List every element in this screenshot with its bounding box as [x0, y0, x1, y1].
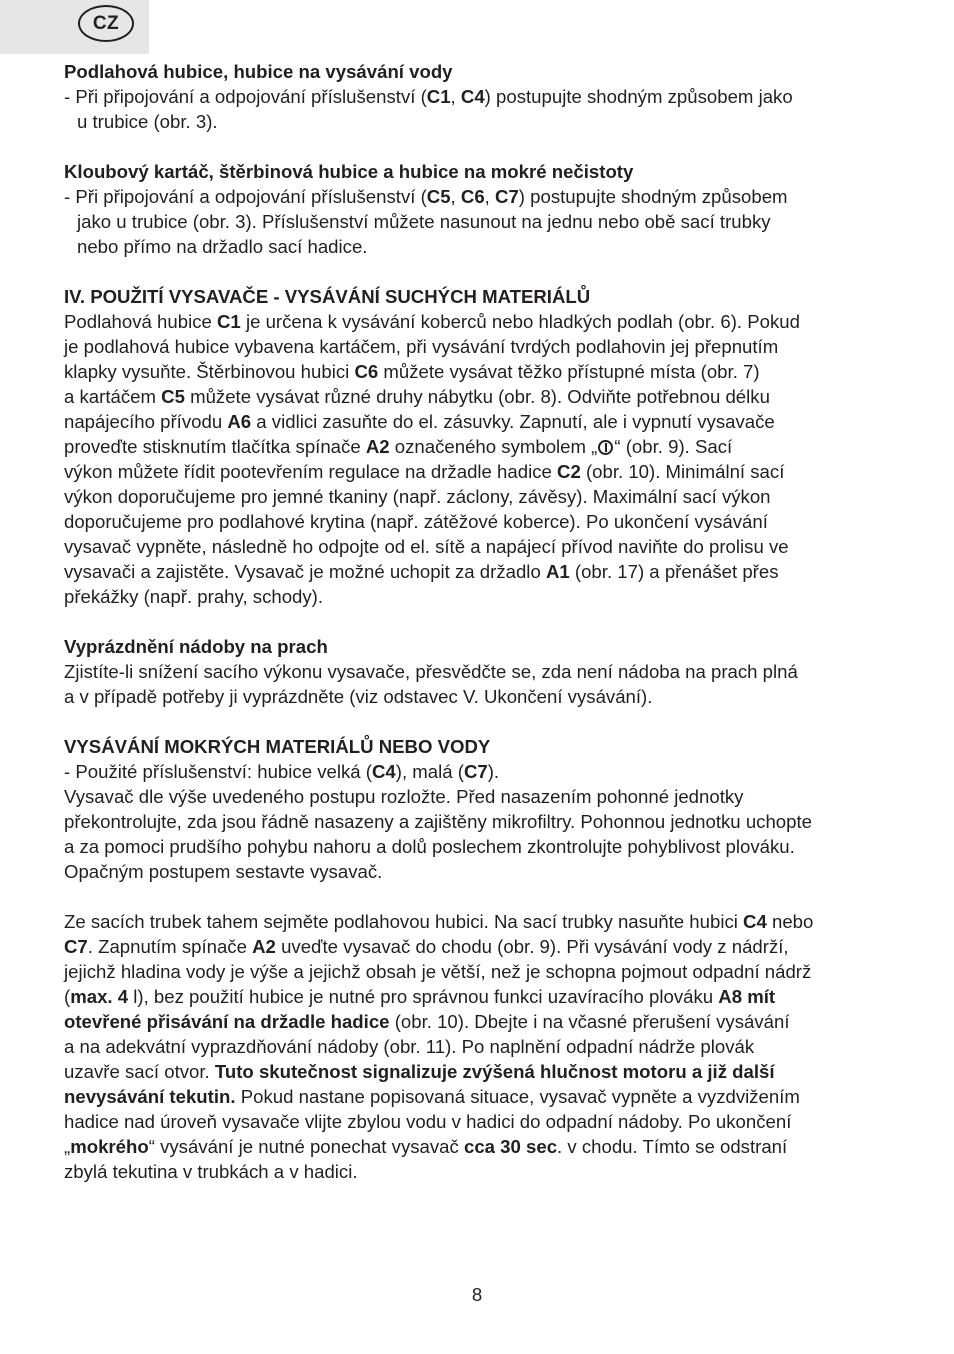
paragraph-line: výkon doporučujeme pro jemné tkaniny (např. záclony, závěsy). Maximální sací výkon: [64, 486, 771, 507]
paragraph-line: Zjistíte-li snížení sacího výkonu vysavače, přesvědčte se, zda není nádoba na prach plná: [64, 661, 798, 682]
paragraph-line: - Použité příslušenství: hubice velká (C4), malá (C7).: [64, 761, 500, 782]
paragraph-line: hadice nad úroveň vysavače vlijte zbylou vodu v hadici do odpadní nádoby. Po ukončení: [64, 1111, 792, 1132]
paragraph-line: (max. 4 l), bez použití hubice je nutné pro správnou funkci uzavíracího plováku A8 mít: [64, 986, 776, 1007]
section-heading-floor-nozzle: Podlahová hubice, hubice na vysávání vody: [64, 61, 453, 82]
paragraph-line: C7. Zapnutím spínače A2 uveďte vysavač do chodu (obr. 9). Při vysávání vody z nádrží,: [64, 936, 789, 957]
paragraph-line: Ze sacích trubek tahem sejměte podlahovou hubici. Na sací trubky nasuňte hubici C4 nebo: [64, 911, 814, 932]
paragraph-line: uzavře sací otvor. Tuto skutečnost signalizuje zvýšená hlučnost motoru a již další: [64, 1061, 775, 1082]
paragraph-line: a na adekvátní vyprazdňování nádoby (obr. 11). Po naplnění odpadní nádrže plovák: [64, 1036, 755, 1057]
paragraph-line: výkon můžete řídit pootevřením regulace na držadle hadice C2 (obr. 10). Minimální sací: [64, 461, 785, 482]
language-tab: [0, 0, 149, 54]
paragraph-line: napájecího přívodu A6 a vidlici zasuňte do el. zásuvky. Zapnutí, ale i vypnutí vysavače: [64, 411, 775, 432]
section-heading-dry-vacuuming: IV. POUŽITÍ VYSAVAČE - VYSÁVÁNÍ SUCHÝCH MATERIÁLŮ: [64, 286, 591, 307]
language-badge: CZ: [78, 5, 134, 42]
paragraph-line: je podlahová hubice vybavena kartáčem, při vysávání tvrdých podlahovin jej přepnutím: [64, 336, 779, 357]
paragraph-line: zbylá tekutina v trubkách a v hadici.: [64, 1161, 358, 1182]
paragraph-line: „mokrého“ vysávání je nutné ponechat vysavač cca 30 sec. v chodu. Tímto se odstraní: [64, 1136, 788, 1157]
paragraph-line: doporučujeme pro podlahové krytina (např. zátěžové koberce). Po ukončení vysávání: [64, 511, 768, 532]
paragraph-line: proveďte stisknutím tlačítka spínače A2 označeného symbolem „ “ (obr. 9). Sací: [64, 436, 733, 457]
paragraph-line: nevysávání tekutin. Pokud nastane popisovaná situace, vysavač vypněte a vyzdvižením: [64, 1086, 800, 1107]
paragraph-line: otevřené přisávání na držadle hadice (obr. 10). Dbejte i na včasné přerušení vysávání: [64, 1011, 790, 1032]
page-number: 8: [471, 1284, 483, 1305]
paragraph-line: klapky vysuňte. Štěrbinovou hubici C6 můžete vysávat těžko přístupné místa (obr. 7): [64, 361, 760, 382]
paragraph-line: Podlahová hubice C1 je určena k vysávání koberců nebo hladkých podlah (obr. 6). Pokud: [64, 311, 800, 332]
paragraph-line: u trubice (obr. 3).: [77, 111, 218, 132]
paragraph-line: vysavači a zajistěte. Vysavač je možné uchopit za držadlo A1 (obr. 17) a přenášet přes: [64, 561, 779, 582]
paragraph-line: překontrolujte, zda jsou řádně nasazeny a zajištěny mikrofiltry. Pohonnou jednotku uchopte: [64, 811, 812, 832]
paragraph-line: a kartáčem C5 můžete vysávat různé druhy nábytku (obr. 8). Odviňte potřebnou délku: [64, 386, 770, 407]
section-heading-wet-vacuuming: VYSÁVÁNÍ MOKRÝCH MATERIÁLŮ NEBO VODY: [64, 736, 491, 757]
power-icon: [598, 440, 613, 455]
manual-text: [64, 59, 894, 1184]
section-heading-empty-dust-container: Vyprázdnění nádoby na prach: [64, 636, 328, 657]
paragraph-line: jako u trubice (obr. 3). Příslušenství můžete nasunout na jednu nebo obě sací trubky: [77, 211, 771, 232]
paragraph-line: nebo přímo na držadlo sací hadice.: [77, 236, 368, 257]
paragraph-line: a za pomoci prudšího pohybu nahoru a dolů poslechem zkontrolujte pohyblivost plováku.: [64, 836, 795, 857]
section-heading-brush-nozzles: Kloubový kartáč, štěrbinová hubice a hubice na mokré nečistoty: [64, 161, 634, 182]
paragraph-line: jejichž hladina vody je výše a jejichž obsah je větší, než je schopna pojmout odpadní nádrž: [64, 961, 812, 982]
paragraph-line: překážky (např. prahy, schody).: [64, 586, 324, 607]
paragraph-line: Opačným postupem sestavte vysavač.: [64, 861, 383, 882]
paragraph-line: Vysavač dle výše uvedeného postupu rozložte. Před nasazením pohonné jednotky: [64, 786, 744, 807]
paragraph-line: - Při připojování a odpojování příslušenství (C1, C4) postupujte shodným způsobem jako: [64, 86, 793, 107]
paragraph-line: vysavač vypněte, následně ho odpojte od el. sítě a napájecí přívod naviňte do prolisu ve: [64, 536, 789, 557]
paragraph-line: - Při připojování a odpojování příslušenství (C5, C6, C7) postupujte shodným způsobem: [64, 186, 788, 207]
paragraph-line: a v případě potřeby ji vyprázdněte (viz odstavec V. Ukončení vysávání).: [64, 686, 653, 707]
